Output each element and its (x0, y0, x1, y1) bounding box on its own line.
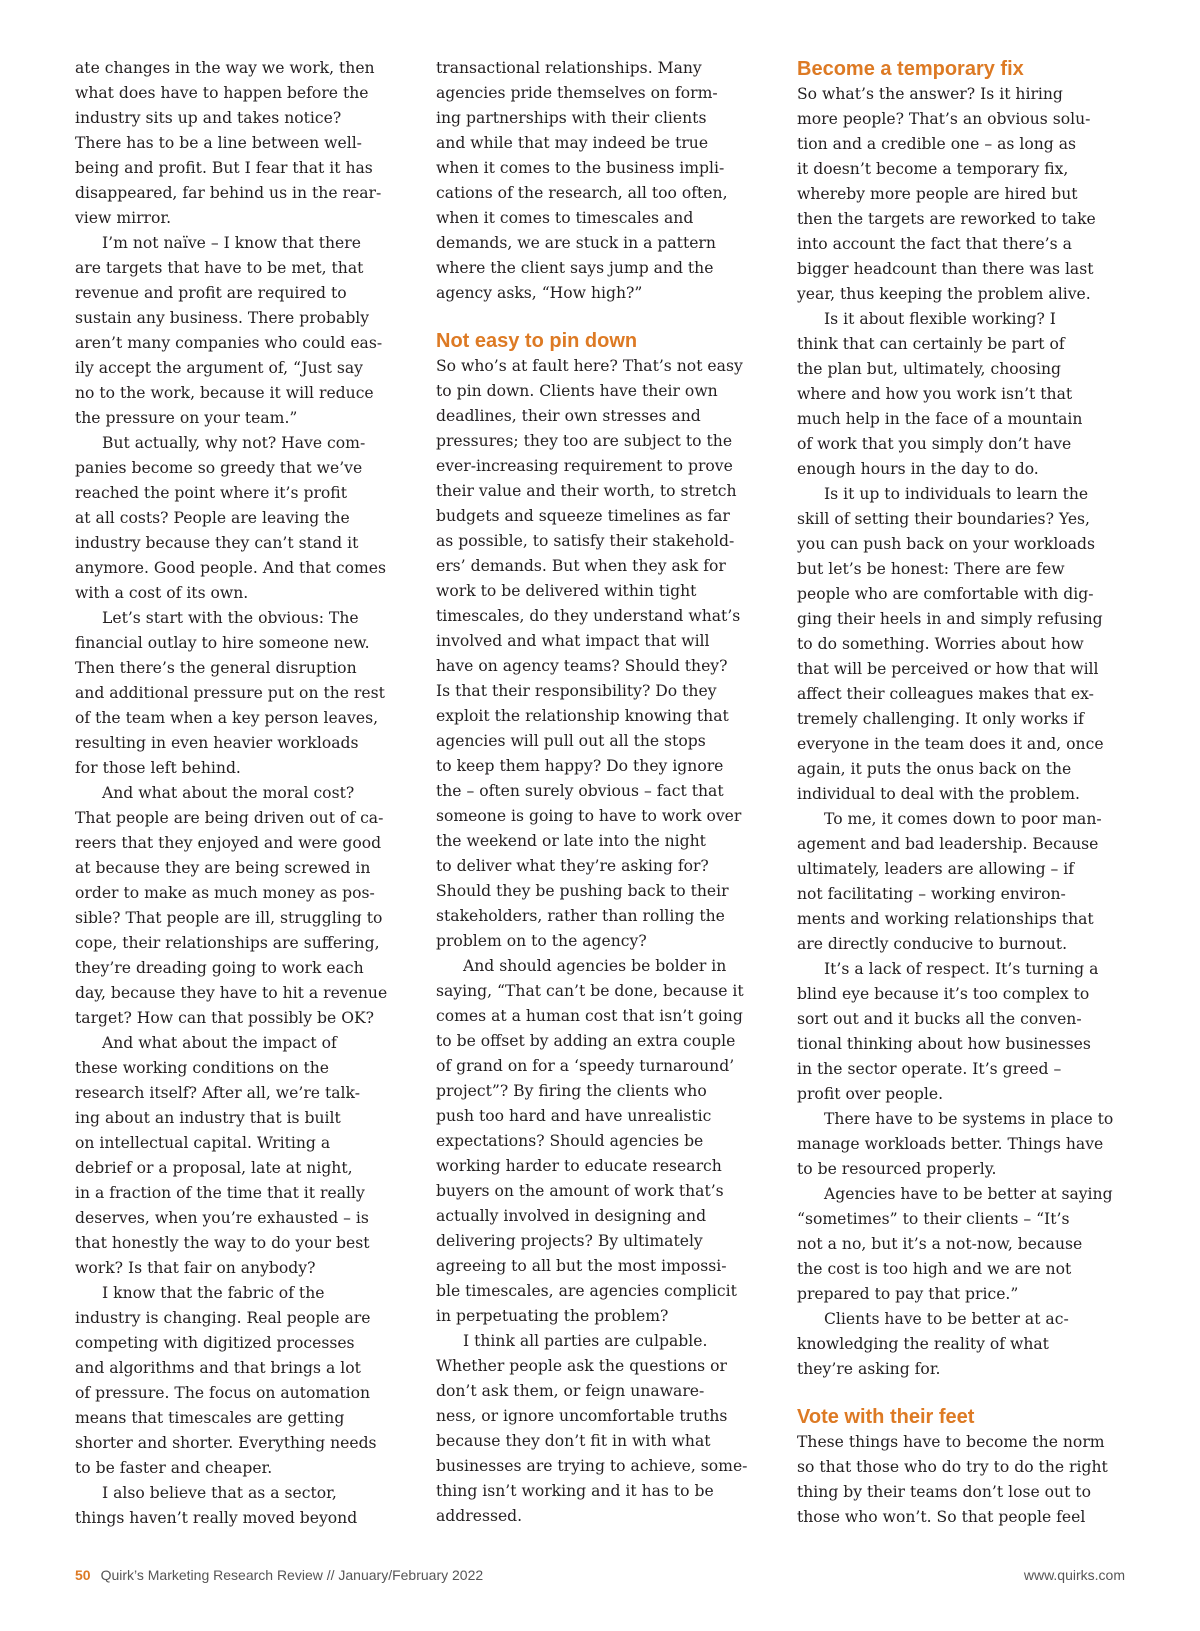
paragraph: I think all parties are culpable. Whether people ask the questions or don’t ask them, or feign unaware- ness, or ignore uncomfortable truths because they don’t fit in with what businesses are trying to achieve, some- thing isn’t working and it has to be addressed. (436, 1332, 748, 1525)
paragraph: transactional relationships. Many agencies pride themselves on form- ing partnerships with their clients and while that may indeed be true when it comes to the business impli- cations of the research, all too often, when it comes to timescales and demands, we are stuck in a pattern where the client says jump and the agency asks, “How high?” (436, 59, 728, 302)
paragraph: And what about the moral cost? That people are being driven out of ca- reers that they enjoyed and were good at because they are being screwed in order to make as much money as pos- sible? That people are ill, struggling to cope, their relationships are suffering, they’re dreading going to work each day, because they have to hit a revenue target? How can that possibly be OK? (75, 784, 388, 1027)
paragraph: I know that the fabric of the industry is changing. Real people are competing with digitized processes and algorithms and that brings a lot of pressure. The focus on automation means that timescales are getting shorter and shorter. Everything needs to be faster and cheaper. (75, 1284, 377, 1477)
paragraph: ate changes in the way we work, then what does have to happen before the industry sits up and takes notice? There has to be a line between well- being and profit. But I fear that it has disappeared, far behind us in the rear- view mirror. (75, 59, 382, 227)
section-heading: Become a temporary fix (797, 58, 1024, 80)
paragraph: It’s a lack of respect. It’s turning a blind eye because it’s too complex to sort out and it bucks all the conven- tional thinking about how businesses in the sector operate. It’s greed – profit over people. (797, 960, 1099, 1103)
paragraph: Is it about flexible working? I think that can certainly be part of the plan but, ultimately, choosing where and how you work isn’t that much help in the face of a mountain of work that you simply don’t have enough hours in the day to do. (797, 310, 1083, 478)
publication-info: Quirk’s Marketing Research Review // January/February 2022 (100, 1567, 484, 1583)
paragraph: Agencies have to be better at saying “sometimes” to their clients – “It’s not a no, but it’s a not-now, because the cost is too high and we are not prepared to pay that price.” (797, 1185, 1113, 1303)
paragraph: There have to be systems in place to manage workloads better. Things have to be resourced properly. (797, 1110, 1114, 1178)
paragraph: Is it up to individuals to learn the skill of setting their boundaries? Yes, you can push back on your workloads but let’s be honest: There are few people who are comfortable with dig- ging their heels in and simply refusing to do something. Worries about how that will be perceived or how that will affect their colleagues makes that ex- tremely challenging. It only works if everyone in the team does it and, once again, it puts the onus back on the individual to deal with the problem. (797, 485, 1104, 803)
paragraph: And should agencies be bolder in saying, “That can’t be done, because it comes at a human cost that isn’t going to be offset by adding an extra couple of grand on for a ‘speedy turnaround’ project”? By firing the clients who push too hard and have unrealistic expectations? Should agencies be working harder to educate research buyers on the amount of work that’s actually involved in designing and delivering projects? By ultimately agreeing to all but the most impossi- ble timescales, are agencies complicit in perpetuating the problem? (436, 957, 744, 1325)
paragraph: So what’s the answer? Is it hiring more people? That’s an obvious solu- tion and a credible one – as long as it doesn’t become a temporary fix, whereby more people are hired but then the targets are reworked to take into account the fact that there’s a bigger headcount than there was last year, thus keeping the problem alive. (797, 85, 1096, 303)
paragraph: So who’s at fault here? That’s not easy to pin down. Clients have their own deadlines, their own stresses and pressures; they too are subject to the ever-increasing requirement to prove their value and their worth, to stretch budgets and squeeze timelines as far as possible, to satisfy their stakehold- ers’ demands. But when they ask for work to be delivered within tight timescales, do they understand what’s involved and what impact that will have on agency teams? Should they? Is that their responsibility? Do they exploit the relationship knowing that agencies will pull out all the stops to keep them happy? Do they ignore the – often surely obvious – fact that someone is going to have to work over the weekend or late into the night to deliver what they’re asking for? Should they be pushing back to their stakeholders, rather than rolling the problem on to the agency? (436, 357, 743, 950)
paragraph: Clients have to be better at ac- knowledging the reality of what they’re asking for. (797, 1310, 1069, 1378)
paragraph: But actually, why not? Have com- panies become so greedy that we’ve reached the point where it’s profit at all costs? People are leaving the industry because they can’t stand it anymore. Good people. And that comes with a cost of its own. (75, 434, 387, 602)
article-column-3 (797, 56, 1129, 1530)
paragraph: I’m not naïve – I know that there are targets that have to be met, that revenue and profit are required to sustain any business. There probably aren’t many companies who could eas- ily accept the argument of, “Just say no to the work, because it will reduce the pressure on your team.” (75, 234, 383, 427)
article-column-2 (436, 56, 768, 1529)
paragraph: To me, it comes down to poor man- agement and bad leadership. Because ultimately, leaders are allowing – if not facilitating – working environ- ments and working relationships that are directly conducive to burnout. (797, 810, 1102, 953)
paragraph: These things have to become the norm so that those who do try to do the right thing by their teams don’t lose out to those who won’t. So that people feel (797, 1433, 1108, 1526)
paragraph: And what about the impact of these working conditions on the research itself? After all, we’re talk- ing about an industry that is built on intellectual capital. Writing a debrief or a proposal, late at night, in a fraction of the time that it really deserves, when you’re exhausted – is that honestly the way to do your best work? Is that fair on anybody? (75, 1034, 370, 1277)
paragraph: Let’s start with the obvious: The financial outlay to hire someone new. Then there’s the general disruption and additional pressure put on the rest of the team when a key person leaves, resulting in even heavier workloads for those left behind. (75, 609, 385, 777)
page-number: 50 (75, 1567, 91, 1583)
paragraph: I also believe that as a sector, things haven’t really moved beyond (75, 1484, 358, 1527)
section-heading: Not easy to pin down (436, 330, 638, 352)
section-heading: Vote with their feet (797, 1406, 975, 1428)
website-link[interactable]: www.quirks.com (1023, 1567, 1125, 1583)
page-footer (75, 1566, 1125, 1584)
article-column-1 (75, 56, 407, 1531)
